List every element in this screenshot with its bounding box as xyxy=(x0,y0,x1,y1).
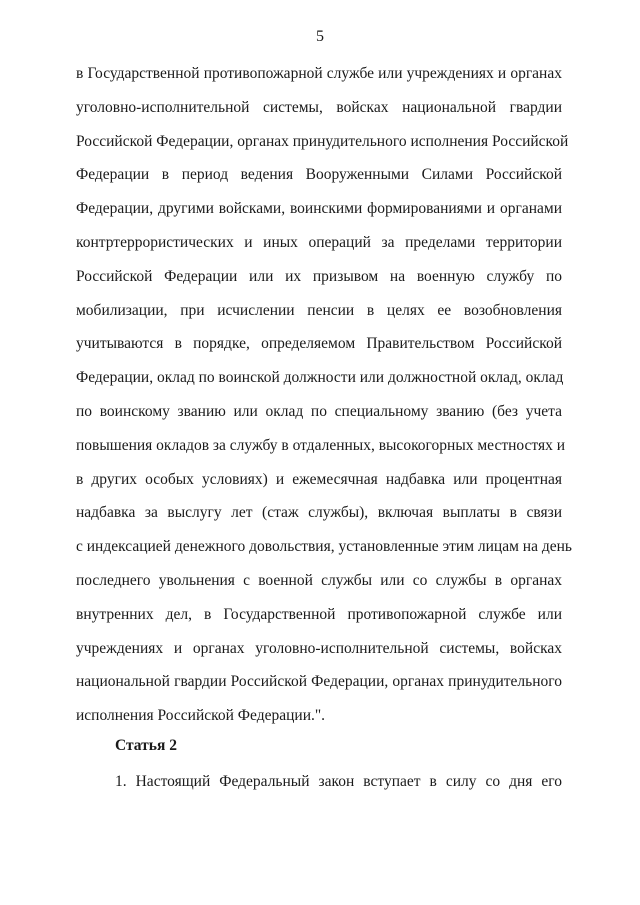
text-line: Федерации в период ведения Вооруженными Силами Российской xyxy=(76,166,562,184)
text-line: уголовно-исполнительной системы, войсках национальной гвардии xyxy=(76,98,562,116)
text-line: повышения окладов за службу в отдаленных, высокогорных местностях и xyxy=(76,436,566,454)
page-number: 5 xyxy=(316,28,324,45)
text-line: учреждениях и органах уголовно-исполнительной системы, войсках xyxy=(76,639,562,657)
text-line: внутренних дел, в Государственной противопожарной службе или xyxy=(76,605,562,623)
article-text: 1. Настоящий Федеральный закон вступает в силу со дня его xyxy=(115,773,562,790)
text-line: Российской Федерации или их призывом на военную службу по xyxy=(76,267,562,285)
body-paragraph xyxy=(76,64,572,740)
text-line: последнего увольнения с военной службы или со службы в органах xyxy=(76,571,562,589)
text-line: учитываются в порядке, определяемом Правительством Российской xyxy=(76,335,562,353)
text-line: в Государственной противопожарной службе или учреждениях и органах xyxy=(76,65,562,82)
text-line: контртеррористических и иных операций за пределами территории xyxy=(76,233,562,251)
text-line: национальной гвардии Российской Федерации, органах принудительного xyxy=(76,673,562,691)
text-line: Российской Федерации, органах принудительного исполнения Российской xyxy=(76,132,569,150)
text-line: по воинскому званию или оклад по специальному званию (без учета xyxy=(76,402,562,420)
text-line: исполнения Российской Федерации.". xyxy=(76,707,326,725)
text-line: в других особых условиях) и ежемесячная надбавка или процентная xyxy=(76,470,562,488)
article-heading: Статья 2 xyxy=(115,737,177,754)
text-line: с индексацией денежного довольствия, установленные этим лицам на день xyxy=(76,538,572,556)
text-line: Федерации, оклад по воинской должности или должностной оклад, оклад xyxy=(76,369,564,387)
text-line: Федерации, другими войсками, воинскими формированиями и органами xyxy=(76,200,562,218)
text-line: надбавка за выслугу лет (стаж службы), включая выплаты в связи xyxy=(76,504,562,522)
text-line: мобилизации, при исчислении пенсии в целях ее возобновления xyxy=(76,301,562,319)
